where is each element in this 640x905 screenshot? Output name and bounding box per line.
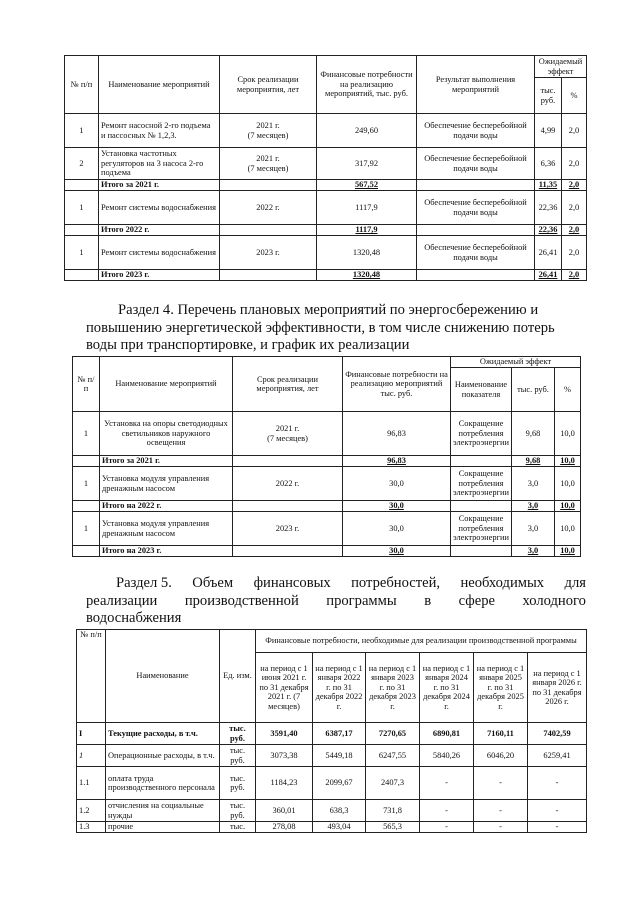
cell-num: 1 xyxy=(65,191,99,225)
section5-word: необходимых xyxy=(460,575,545,591)
cell-value: 6247,55 xyxy=(366,745,420,767)
table-row xyxy=(77,822,587,833)
cell-value: 3591,40 xyxy=(256,723,313,745)
cell-name: Установка на опоры светодиодных светильников наружного освещения xyxy=(100,412,233,456)
header-finance: Финансовые потребности на реализацию мероприятий, тыс. руб. xyxy=(317,56,417,114)
table-row xyxy=(73,512,581,546)
header-num: № п/ п xyxy=(73,357,100,412)
header-num: № п/п xyxy=(65,56,99,114)
section5-word: программы xyxy=(326,592,397,609)
cell-pct: 10,0 xyxy=(555,512,581,546)
cell-finance: 96,83 xyxy=(343,412,451,456)
total-finance: 96,83 xyxy=(343,456,451,467)
cell-value: 3073,38 xyxy=(256,745,313,767)
cell-pct: 10,0 xyxy=(555,412,581,456)
cell-num: 1 xyxy=(73,467,100,501)
cell-num: 1.3 xyxy=(77,822,106,833)
total-finance: 567,52 xyxy=(317,180,417,191)
cell-term: 2023 г. xyxy=(233,512,343,546)
header-period-6: на период с 1 января 2026 г. по 31 декабря 2026 г. xyxy=(528,653,587,723)
section5-word: для xyxy=(564,575,586,591)
cell-term: 2022 г. xyxy=(220,191,317,225)
cell-unit: тыс. руб. xyxy=(220,745,256,767)
table-row xyxy=(65,148,587,180)
header-term: Срок реализации мероприятия, лет xyxy=(220,56,317,114)
cell-name: прочие xyxy=(106,822,220,833)
cell-finance: 249,60 xyxy=(317,114,417,148)
section5-word: сфере xyxy=(458,592,495,609)
table-row xyxy=(77,723,587,745)
cell-value: 5449,18 xyxy=(313,745,366,767)
cell-num: I xyxy=(77,723,106,745)
cell-finance: 30,0 xyxy=(343,512,451,546)
section5-word: в xyxy=(424,592,432,609)
cell-name: Установка частотных регуляторов на 3 насоса 2-го подъема xyxy=(99,148,220,180)
cell-num: 1 xyxy=(73,512,100,546)
cell-pct: 2,0 xyxy=(562,148,587,180)
cell-term: 2023 г. xyxy=(220,236,317,270)
cell-result: Обеспечение бесперебойной подачи воды xyxy=(417,191,535,225)
section5-word: холодного xyxy=(522,592,586,609)
section5-word: производственной xyxy=(184,592,299,609)
cell-value: - xyxy=(420,822,474,833)
section5-heading xyxy=(86,575,586,628)
total-row xyxy=(65,270,587,281)
table-row xyxy=(77,767,587,800)
cell-result: Обеспечение бесперебойной подачи воды xyxy=(417,148,535,180)
cell-value: 6890,81 xyxy=(420,723,474,745)
cell-num: 1 xyxy=(65,236,99,270)
cell-value: 7402,59 xyxy=(528,723,587,745)
cell-indicator: Сокращение потребления электроэнергии xyxy=(451,467,512,501)
cell-rub: 9,68 xyxy=(512,412,555,456)
cell-value: - xyxy=(528,767,587,800)
total-finance: 1117,9 xyxy=(317,225,417,236)
term-year: 2021 г. xyxy=(256,121,280,131)
header-indicator: Наименование показателя xyxy=(451,368,512,412)
total-row xyxy=(65,180,587,191)
cell-value: 5840,26 xyxy=(420,745,474,767)
header-effect-pct: % xyxy=(562,78,587,114)
table-row xyxy=(77,800,587,822)
section5-word: потребностей, xyxy=(351,575,441,591)
table-energy-measures xyxy=(72,356,581,557)
cell-pct: 10,0 xyxy=(555,467,581,501)
total-finance: 30,0 xyxy=(343,501,451,512)
cell-unit: тыс. руб. xyxy=(220,800,256,822)
cell-term xyxy=(220,114,317,148)
header-term: Срок реализации мероприятия, лет xyxy=(233,357,343,412)
term-year: 2021 г. xyxy=(275,424,300,434)
header-effect: Ожидаемый эффект xyxy=(535,56,587,78)
table-row xyxy=(65,191,587,225)
cell-rub: 26,41 xyxy=(535,236,562,270)
section4-line2: повышению энергетической эффективности, в том числе снижению потерь xyxy=(86,319,555,336)
total-label: Итого на 2023 г. xyxy=(100,546,233,557)
cell-value: - xyxy=(528,800,587,822)
total-row xyxy=(73,456,581,467)
header-name: Наименование мероприятий xyxy=(99,56,220,114)
cell-name: Установка модуля управления дренажным насосом xyxy=(100,512,233,546)
total-pct: 10,0 xyxy=(555,546,581,557)
total-rub: 3,0 xyxy=(512,546,555,557)
header-name: Наименование мероприятий xyxy=(100,357,233,412)
cell-value: - xyxy=(420,800,474,822)
table-financial-needs xyxy=(76,629,587,833)
cell-num: 1 xyxy=(65,114,99,148)
header-period-1: на период с 1 июня 2021 г. по 31 декабря 2021 г. (7 месяцев) xyxy=(256,653,313,723)
header-finance: Финансовые потребности на реализацию мероприятий тыс. руб. xyxy=(343,357,451,412)
header-period-2: на период с 1 января 2022 г. по 31 декабря 2022 г. xyxy=(313,653,366,723)
cell-value: - xyxy=(420,767,474,800)
total-pct: 2,0 xyxy=(562,225,587,236)
total-row xyxy=(73,546,581,557)
header-effect: Ожидаемый эффект xyxy=(451,357,581,368)
cell-value: - xyxy=(474,800,528,822)
cell-value: 1184,23 xyxy=(256,767,313,800)
cell-name: Ремонт системы водоснабжения xyxy=(99,191,220,225)
cell-result: Обеспечение бесперебойной подачи воды xyxy=(417,236,535,270)
cell-value: 6259,41 xyxy=(528,745,587,767)
header-unit: Ед. изм. xyxy=(220,630,256,723)
total-row xyxy=(65,225,587,236)
total-pct: 10,0 xyxy=(555,501,581,512)
header-period-3: на период с 1 января 2023 г. по 31 декабря 2023 г. xyxy=(366,653,420,723)
cell-pct: 2,0 xyxy=(562,114,587,148)
term-year: 2021 г. xyxy=(256,154,280,164)
cell-num: 1.2 xyxy=(77,800,106,822)
cell-unit: тыс. руб. xyxy=(220,723,256,745)
total-label: Итого за 2021 г. xyxy=(99,180,220,191)
cell-term xyxy=(233,412,343,456)
cell-term xyxy=(220,148,317,180)
section5-word: Раздел 5. xyxy=(116,575,172,591)
table-row xyxy=(65,236,587,270)
total-label: Итого за 2021 г. xyxy=(100,456,233,467)
cell-num: 1 xyxy=(73,412,100,456)
section5-line2 xyxy=(86,593,586,611)
term-months: (7 месяцев) xyxy=(247,130,289,140)
section4-line3: воды при транспортировке, и график их реализации xyxy=(86,337,410,353)
header-period-5: на период с 1 января 2025 г. по 31 декабря 2025 г. xyxy=(474,653,528,723)
cell-rub: 22,36 xyxy=(535,191,562,225)
total-rub: 22,36 xyxy=(535,225,562,236)
cell-name: Установка модуля управления дренажным насосом xyxy=(100,467,233,501)
header-result: Результат выполнения мероприятий xyxy=(417,56,535,114)
total-rub: 3,0 xyxy=(512,501,555,512)
header-num: № п/п xyxy=(77,630,106,723)
cell-value: 360,01 xyxy=(256,800,313,822)
cell-value: 638,3 xyxy=(313,800,366,822)
header-period-4: на период с 1 января 2024 г. по 31 декабря 2024 г. xyxy=(420,653,474,723)
header-effect-rub: тыс. руб. xyxy=(535,78,562,114)
total-finance: 1320,48 xyxy=(317,270,417,281)
section4-heading xyxy=(88,302,586,355)
cell-value: 565,3 xyxy=(366,822,420,833)
table-water-measures xyxy=(64,55,587,281)
cell-rub: 3,0 xyxy=(512,512,555,546)
cell-value: - xyxy=(528,822,587,833)
header-effect-rub: тыс. руб. xyxy=(512,368,555,412)
cell-num: 2 xyxy=(65,148,99,180)
total-rub: 11,35 xyxy=(535,180,562,191)
total-rub: 9,68 xyxy=(512,456,555,467)
total-pct: 2,0 xyxy=(562,270,587,281)
total-label: Итого 2022 г. xyxy=(99,225,220,236)
cell-num: 1 xyxy=(77,745,106,767)
cell-pct: 2,0 xyxy=(562,236,587,270)
cell-value: 2407,3 xyxy=(366,767,420,800)
section5-line1 xyxy=(86,575,586,593)
cell-value: 493,04 xyxy=(313,822,366,833)
cell-value: 7160,11 xyxy=(474,723,528,745)
cell-name: отчисления на социальные нужды xyxy=(106,800,220,822)
header-name: Наименование xyxy=(106,630,220,723)
table-row xyxy=(77,745,587,767)
cell-name: Ремонт системы водоснабжения xyxy=(99,236,220,270)
cell-finance: 30,0 xyxy=(343,467,451,501)
section5-word: Объем xyxy=(192,575,234,591)
cell-value: - xyxy=(474,822,528,833)
table-row xyxy=(73,412,581,456)
header-effect-pct: % xyxy=(555,368,581,412)
cell-name: Текущие расходы, в т.ч. xyxy=(106,723,220,745)
total-pct: 10,0 xyxy=(555,456,581,467)
cell-unit: тыс. xyxy=(220,822,256,833)
cell-value: 731,8 xyxy=(366,800,420,822)
cell-unit: тыс. руб. xyxy=(220,767,256,800)
cell-rub: 6,36 xyxy=(535,148,562,180)
total-label: Итого 2023 г. xyxy=(99,270,220,281)
cell-rub: 3,0 xyxy=(512,467,555,501)
cell-name: Операционные расходы, в т.ч. xyxy=(106,745,220,767)
section4-line1: Раздел 4. Перечень плановых мероприятий по энергосбережению и xyxy=(118,302,539,318)
cell-term: 2022 г. xyxy=(233,467,343,501)
header-finance: Финансовые потребности, необходимые для реализации производственной программы xyxy=(256,630,587,653)
cell-rub: 4,99 xyxy=(535,114,562,148)
cell-finance: 317,92 xyxy=(317,148,417,180)
cell-indicator: Сокращение потребления электроэнергии xyxy=(451,512,512,546)
table-row xyxy=(73,467,581,501)
total-pct: 2,0 xyxy=(562,180,587,191)
section5-word: реализации xyxy=(86,592,158,609)
table-row xyxy=(65,114,587,148)
total-finance: 30,0 xyxy=(343,546,451,557)
section5-line3: водоснабжения xyxy=(86,610,182,626)
cell-value: 6387,17 xyxy=(313,723,366,745)
cell-finance: 1320,48 xyxy=(317,236,417,270)
total-label: Итого на 2022 г. xyxy=(100,501,233,512)
cell-indicator: Сокращение потребления электроэнергии xyxy=(451,412,512,456)
cell-value: 2099,67 xyxy=(313,767,366,800)
total-row xyxy=(73,501,581,512)
cell-value: 7270,65 xyxy=(366,723,420,745)
section5-word: финансовых xyxy=(253,575,331,591)
total-rub: 26,41 xyxy=(535,270,562,281)
cell-finance: 1117,9 xyxy=(317,191,417,225)
cell-result: Обеспечение бесперебойной подачи воды xyxy=(417,114,535,148)
cell-pct: 2,0 xyxy=(562,191,587,225)
cell-name: оплата труда производственного персонала xyxy=(106,767,220,800)
term-months: (7 месяцев) xyxy=(247,163,289,173)
cell-value: 278,08 xyxy=(256,822,313,833)
cell-value: - xyxy=(474,767,528,800)
term-months: (7 месяцев) xyxy=(267,433,308,443)
cell-num: 1.1 xyxy=(77,767,106,800)
cell-value: 6046,20 xyxy=(474,745,528,767)
cell-name: Ремонт насосной 2-го подъема и пассосных № 1,2,3. xyxy=(99,114,220,148)
